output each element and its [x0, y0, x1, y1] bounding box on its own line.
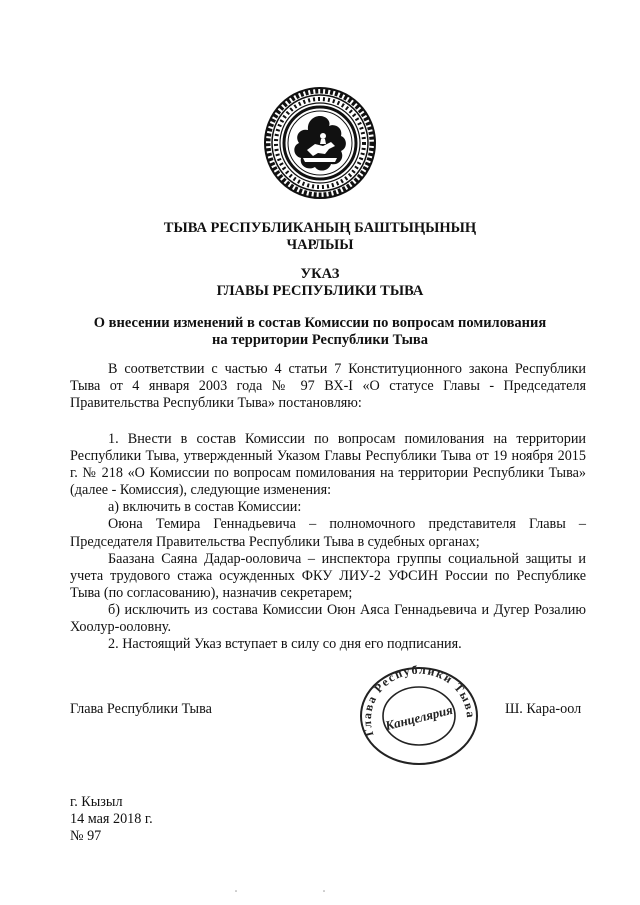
issue-city: г. Кызыл — [70, 794, 123, 810]
item-person-1: Оюна Темира Геннадьевича – полномочного представителя Главы – Председателя Правительства Республики Тыва в судебных органах; — [70, 516, 586, 550]
stamp-center-text: Канцелярия — [383, 701, 455, 734]
signatory-name: Ш. Кара-оол — [505, 701, 582, 717]
document-subject-line1: О внесении изменений в состав Комиссии по вопросам помилования — [93, 315, 547, 331]
issuer-title — [0, 220, 640, 254]
stamp-ring-text: Глава Республики Тыва — [359, 662, 479, 738]
intro-paragraph — [70, 361, 586, 412]
intro-text: В соответствии с частью 4 статьи 7 Конституционного закона Республики Тыва от 4 января 2003 года № 97 ВХ-I «О статусе Главы - Председателя Правительства Республики Тыва» постановляю: — [70, 361, 586, 412]
document-footer — [70, 794, 153, 845]
item-1: 1. Внести в состав Комиссии по вопросам помилования на территории Республики Тыва, утвержденный Указом Главы Республики Тыва от 19 ноября 2015 г. № 218 «О Комиссии по вопросам помилования на территории Республики Тыва» (далее - Комиссия), следующие изменения: — [70, 431, 586, 499]
issuer-title-line1: ТЫВА РЕСПУБЛИКАНЫҢ БАШТЫҢЫНЫҢ — [163, 220, 477, 236]
signatory-position: Глава Республики Тыва — [70, 701, 212, 717]
item-person-2: Баазана Саяна Дадар-ооловича – инспектора группы социальной защиты и учета трудового стажа осужденных ФКУ ЛИУ-2 УФСИН России по Республике Тыва (по согласованию), назначив секретарем; — [70, 550, 586, 601]
scan-specks — [228, 888, 348, 894]
decree-items — [70, 431, 586, 653]
item-2: 2. Настоящий Указ вступает в силу со дня его подписания. — [108, 636, 462, 653]
item-1a: а) включить в состав Комиссии: — [108, 499, 302, 516]
document-type — [0, 266, 640, 300]
item-1b: б) исключить из состава Комиссии Оюн Аяса Геннадьевича и Дугер Розалию Хоолур-ооловну. — [70, 601, 586, 636]
office-stamp — [355, 660, 483, 766]
document-number: № 97 — [70, 828, 102, 844]
republic-tyva-emblem-icon — [263, 86, 377, 200]
document-subject-line2: на территории Республики Тыва — [211, 332, 429, 348]
document-type-line1: УКАЗ — [300, 266, 340, 282]
document-type-line2: ГЛАВЫ РЕСПУБЛИКИ ТЫВА — [216, 283, 424, 299]
document-subject — [0, 315, 640, 349]
issue-date: 14 мая 2018 г. — [70, 811, 153, 827]
issuer-title-line2: ЧАРЛЫЫ — [286, 237, 354, 253]
